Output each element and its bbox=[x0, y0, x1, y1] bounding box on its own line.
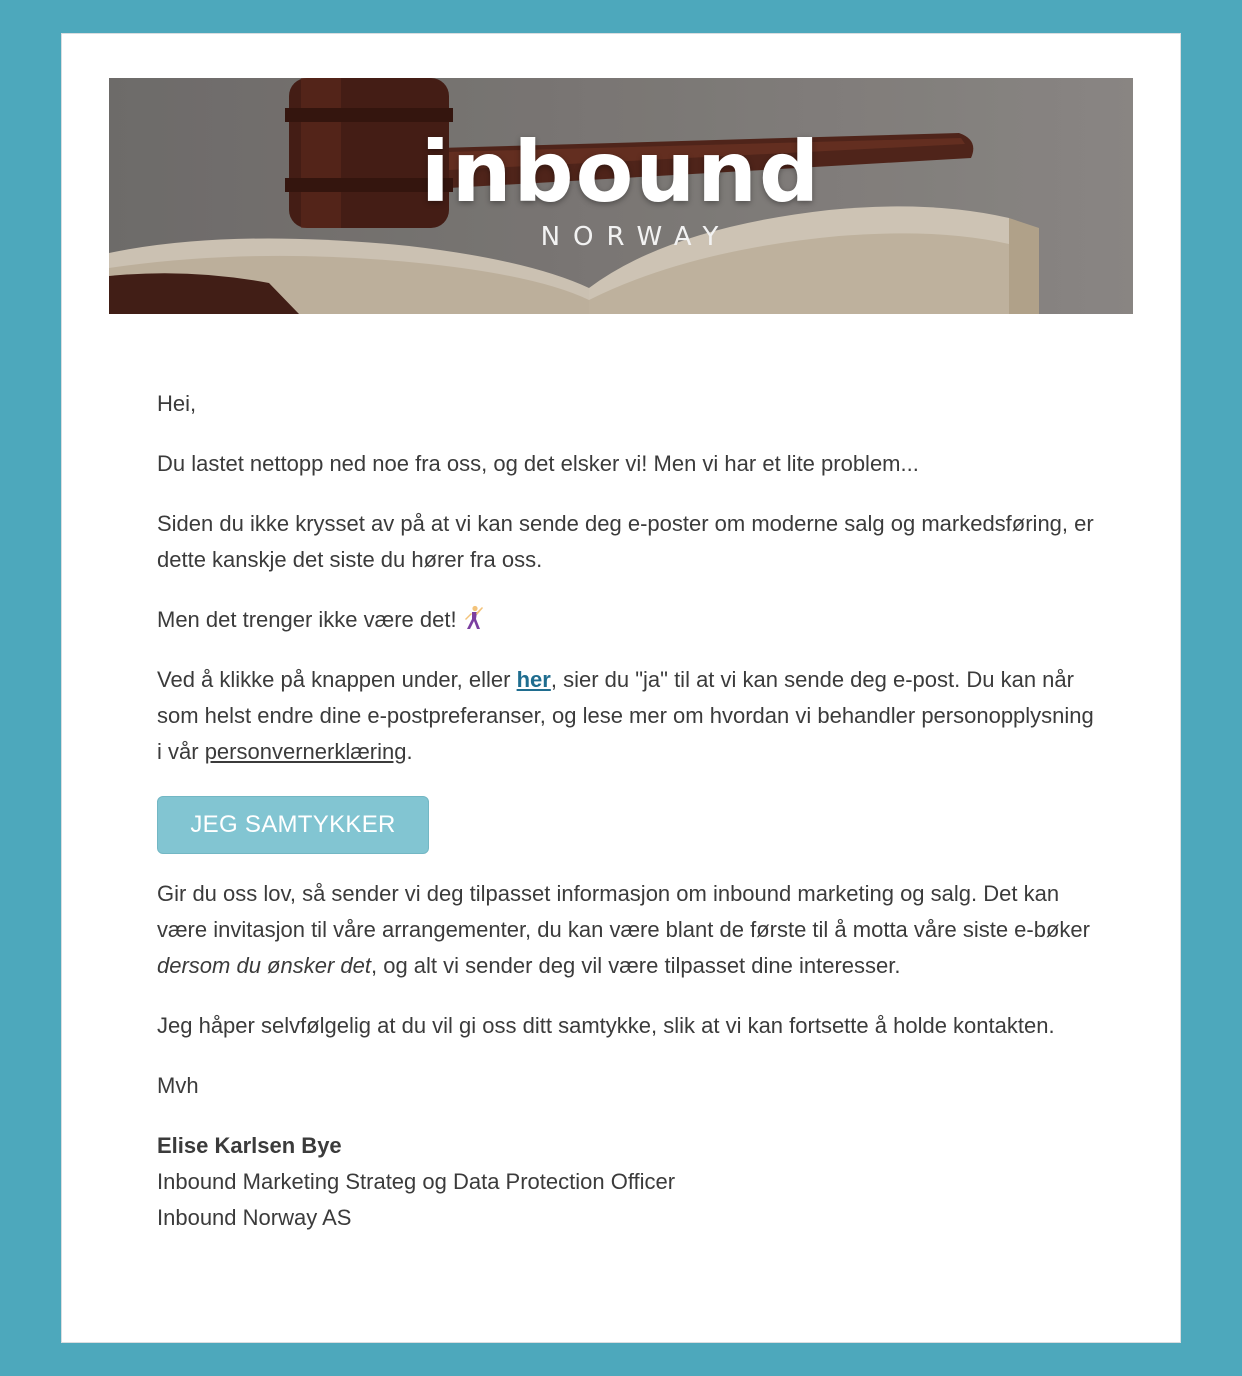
instructions-text-1: Ved å klikke på knappen under, eller bbox=[157, 667, 517, 692]
email-card bbox=[61, 33, 1181, 1343]
paragraph-benefits bbox=[157, 876, 1097, 984]
instructions-text-3: . bbox=[406, 739, 413, 764]
privacy-policy-link[interactable]: personvernerklæring bbox=[204, 739, 407, 764]
instructions-text-2: , sier du "ja" til at vi kan sende deg e-post. Du kan når som helst endre dine e-postpreferanser, og lese mer om hvordan vi behandler personopplysning i vår bbox=[157, 667, 1094, 764]
paragraph-download: Du lastet nettopp ned noe fra oss, og det elsker vi! Men vi har et lite problem... bbox=[157, 451, 919, 476]
benefits-text-1: Gir du oss lov, så sender vi deg tilpasset informasjon om inbound marketing og salg. Det kan være invitasjon til våre arrangementer, du kan være blant de første til å motta våre siste e-bøker bbox=[157, 881, 1090, 942]
email-body bbox=[157, 386, 1097, 1236]
consent-link-here[interactable]: her bbox=[516, 667, 551, 692]
paragraph-not-necessary bbox=[157, 602, 1097, 638]
benefits-text-2: , og alt vi sender deg vil være tilpasset dine interesser. bbox=[370, 953, 901, 978]
signature-name: Elise Karlsen Bye bbox=[157, 1133, 342, 1158]
closing: Mvh bbox=[157, 1073, 199, 1098]
greeting: Hei, bbox=[157, 391, 197, 416]
logo-subtitle: NORWAY bbox=[540, 222, 732, 252]
logo-wordmark: inbound bbox=[420, 123, 822, 221]
paragraph-hope: Jeg håper selvfølgelig at du vil gi oss ditt samtykke, slik at vi kan fortsette å holde kontakten. bbox=[157, 1013, 1055, 1038]
header-banner bbox=[109, 78, 1133, 314]
benefits-italic: dersom du ønsker det bbox=[157, 953, 371, 978]
paragraph-not-necessary-text: Men det trenger ikke være det! bbox=[157, 607, 457, 632]
paragraph-instructions bbox=[157, 662, 1097, 770]
paragraph-consent-missing: Siden du ikke krysset av på at vi kan sende deg e-poster om moderne salg og markedsføring, er dette kanskje det siste du hører fra oss. bbox=[157, 511, 1094, 572]
signature-title: Inbound Marketing Strateg og Data Protection Officer bbox=[157, 1169, 676, 1194]
consent-button[interactable]: JEG SAMTYKKER bbox=[157, 796, 429, 854]
dancing-woman-icon bbox=[463, 605, 483, 631]
signature-block bbox=[157, 1128, 1097, 1236]
signature-company: Inbound Norway AS bbox=[157, 1205, 352, 1230]
